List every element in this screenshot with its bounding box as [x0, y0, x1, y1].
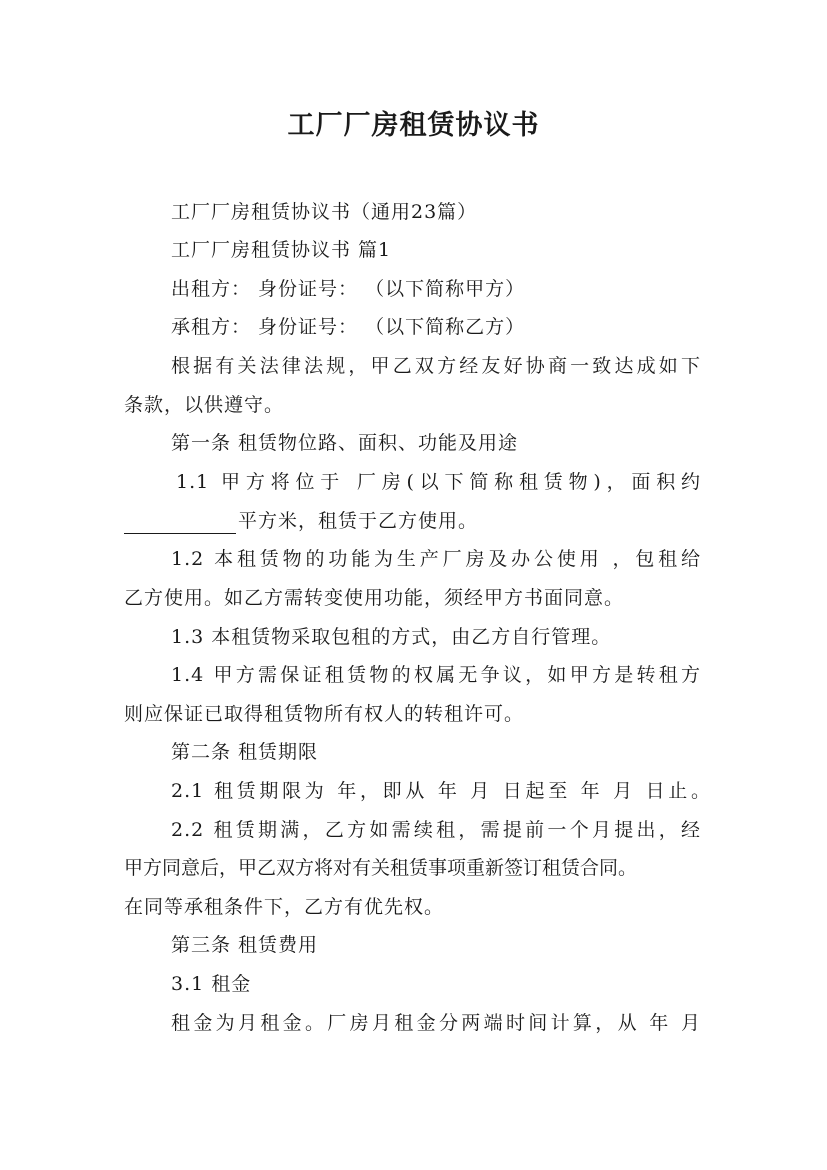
doc-line-clause-1-1-cont — [124, 508, 714, 534]
area-unit-text: 平方米，租赁于乙方使用。 — [238, 510, 479, 532]
doc-line-article-1-heading: 第一条 租赁物位路、面积、功能及用途 — [171, 432, 519, 454]
doc-line-clause-2-1: 2.1 租赁期限为 年，即从 年 月 日起至 年 月 日止。 — [171, 780, 711, 802]
doc-line-clause-1-3: 1.3 本租赁物采取包租的方式，由乙方自行管理。 — [171, 626, 612, 648]
doc-line-clause-2-2-cont: 甲方同意后，甲乙双方将对有关租赁事项重新签订租赁合同。 — [124, 857, 638, 879]
doc-line-clause-1-4-cont: 则应保证已取得租赁物所有权人的转租许可。 — [124, 703, 525, 725]
doc-line-preamble-cont: 条款，以供遵守。 — [124, 394, 285, 416]
doc-line-lessor: 出租方： 身份证号： （以下简称甲方） — [171, 278, 526, 300]
doc-line-rent-text: 租金为月租金。厂房月租金分两端时间计算，从 年 月 — [171, 1012, 701, 1034]
doc-line-clause-1-2-cont: 乙方使用。如乙方需转变使用功能，须经甲方书面同意。 — [124, 587, 625, 609]
doc-line-clause-1-2: 1.2 本租赁物的功能为生产厂房及办公使用 ，包租给 — [171, 548, 701, 570]
doc-line-preamble: 根据有关法律法规，甲乙双方经友好协商一致达成如下 — [171, 355, 701, 377]
doc-line-article-2-heading: 第二条 租赁期限 — [171, 741, 319, 763]
doc-line-clause-1-1: 1.1 甲方将位于 厂房(以下简称租赁物)，面积约 — [176, 471, 701, 493]
doc-line-clause-2-2-cont2: 在同等承租条件下，乙方有优先权。 — [124, 896, 445, 918]
doc-line-lessee: 承租方： 身份证号： （以下简称乙方） — [171, 316, 526, 338]
document-title: 工厂厂房租赁协议书 — [287, 110, 540, 141]
area-blank-underline — [124, 513, 236, 534]
doc-line-clause-1-4: 1.4 甲方需保证租赁物的权属无争议，如甲方是转租方 — [171, 664, 701, 686]
doc-line-clause-2-2: 2.2 租赁期满，乙方如需续租，需提前一个月提出，经 — [171, 819, 701, 841]
doc-line-article-3-heading: 第三条 租赁费用 — [171, 934, 319, 956]
doc-line-part-heading: 工厂厂房租赁协议书 篇1 — [171, 239, 392, 261]
doc-line-clause-3-1: 3.1 租金 — [171, 973, 252, 995]
doc-line-subtitle: 工厂厂房租赁协议书（通用23篇） — [171, 201, 478, 223]
